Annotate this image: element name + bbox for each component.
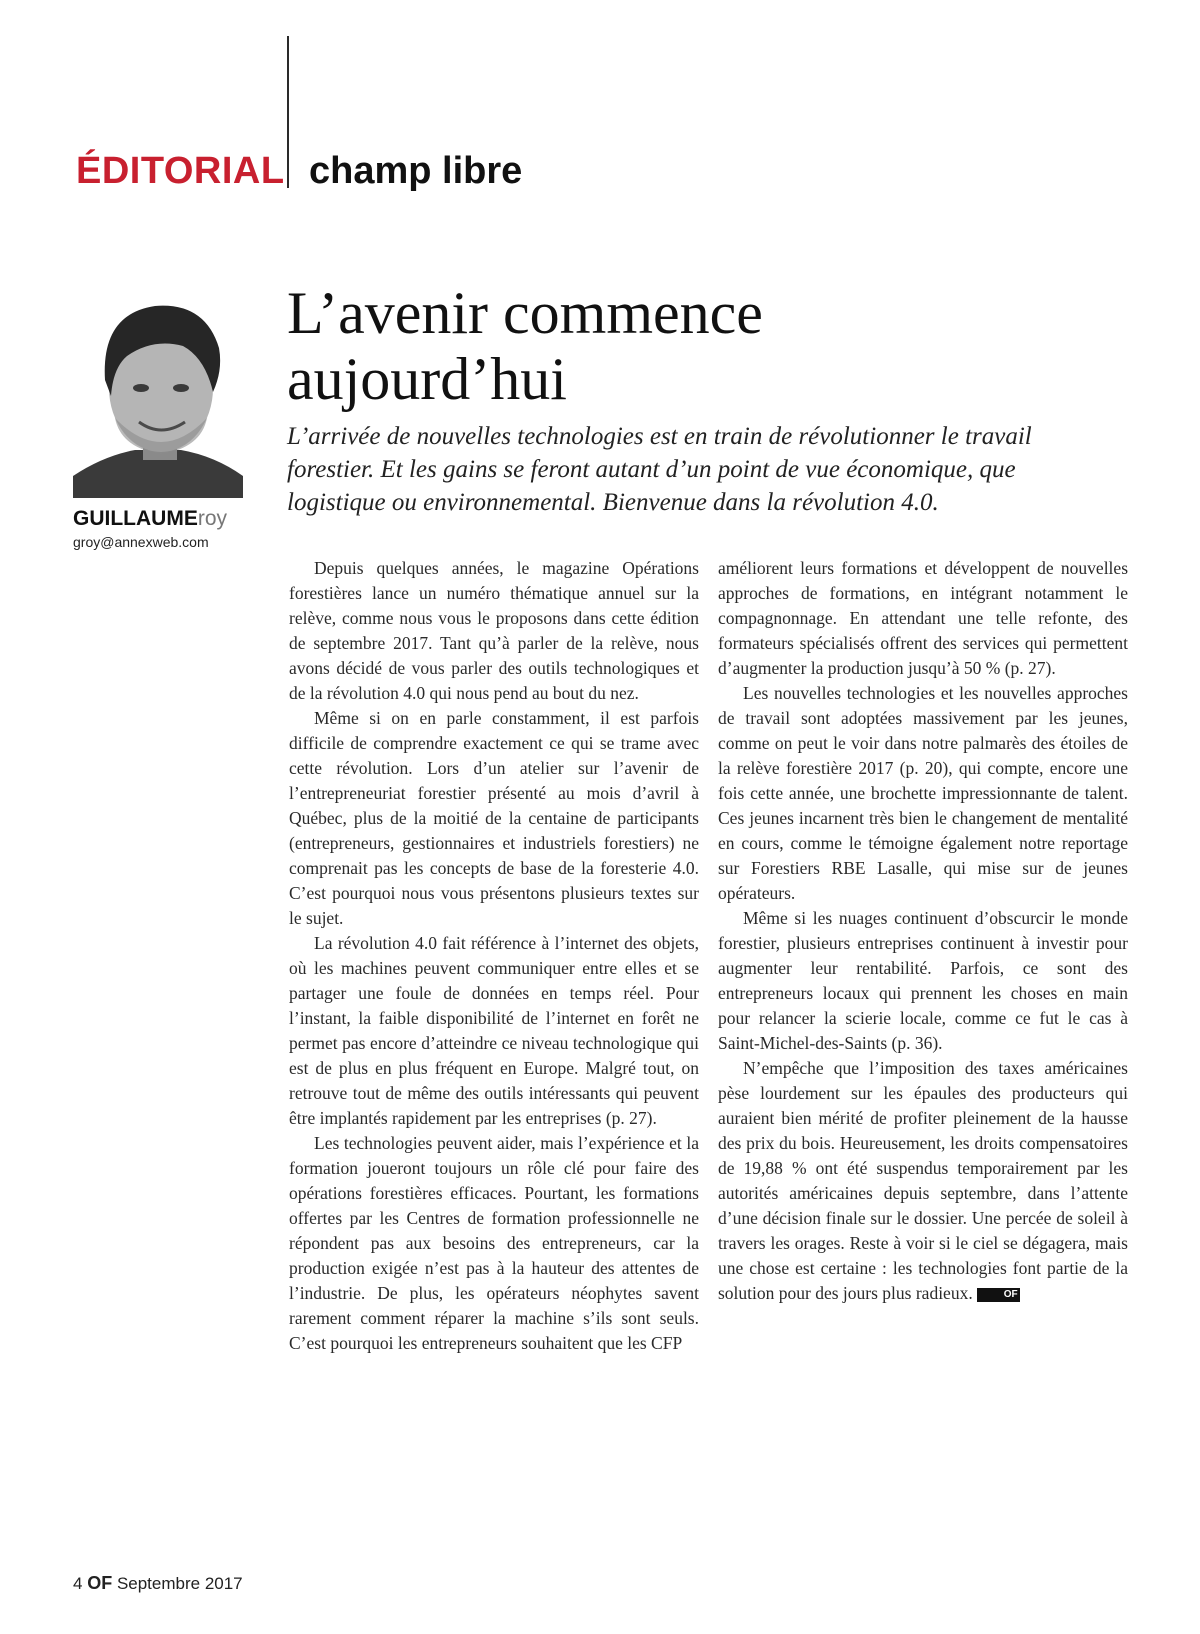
paragraph: Même si les nuages continuent d’obscurcir le monde forestier, plusieurs entreprises continuent à investir pour augmenter leur rentabilité. Parfois, ce sont des entrepreneurs locaux qui prennent les choses en main pour relancer la scierie locale, comme ce fut le cas à Saint-Michel-des-Saints (p. 36). [718, 908, 1128, 1053]
paragraph: améliorent leurs formations et développent de nouvelles approches de formations, en intégrant notamment le compagnonnage. En attendant une telle refonte, des formateurs spécialisés offrent des services qui permettent d’augmenter la production jusqu’à 50 % (p. 27). [718, 558, 1128, 678]
author-last-name: roy [197, 507, 228, 530]
page-number: 4 [73, 1574, 83, 1593]
header-divider [287, 36, 289, 188]
paragraph-last [718, 1056, 1128, 1306]
title-line-1: L’avenir commence [287, 280, 763, 346]
author-email[interactable]: groy@annexweb.com [73, 534, 209, 550]
body-column-1 [289, 556, 699, 1356]
body-column-2 [718, 556, 1128, 1306]
paragraph: Les technologies peuvent aider, mais l’expérience et la formation joueront toujours un rôle clé pour faire des opérations forestières efficaces. Pourtant, les formations offertes par les Centres de formation professionnelle ne répondent pas aux besoins des entrepreneurs, car la production exigée n’est pas à la hauteur des attentes de l’industrie. De plus, les opérateurs néophytes savent rarement comment réparer la machine s’ils sont seuls. C’est pourquoi les entrepreneurs souhaitent que les CFP [289, 1133, 699, 1353]
title-line-2: aujourd’hui [287, 346, 567, 412]
section-label: ÉDITORIAL [76, 150, 285, 192]
subsection-label: champ libre [309, 150, 523, 192]
paragraph: Depuis quelques années, le magazine Opérations forestières lance un numéro thématique annuel sur la relève, comme nous vous le proposons dans cette édition de septembre 2017. Tant qu’à parler de la relève, nous avons décidé de vous parler des outils technologiques et de la révolution 4.0 qui nous pend au bout du nez. [289, 558, 699, 703]
author-name [73, 507, 227, 531]
magazine-name: OF [87, 1573, 113, 1593]
paragraph: La révolution 4.0 fait référence à l’internet des objets, où les machines peuvent communiquer entre elles et se partager une foule de données en temps réel. Pour l’instant, la faible disponibilité de l’internet en forêt ne permet pas encore d’atteindre ce niveau technologique qui est de plus en plus fréquent en Europe. Malgré tout, on retrouve tout de même des outils intéressants qui peuvent être implantés rapidement par les entreprises (p. 27). [289, 933, 699, 1128]
paragraph: Même si on en parle constamment, il est parfois difficile de comprendre exactement ce qui se trame avec cette révolution. Lors d’un atelier sur l’avenir de l’entrepreneuriat forestier présenté au mois d’avril à Québec, plus de la moitié de la centaine de participants (entrepreneurs, gestionnaires et industriels forestiers) ne comprenait pas les concepts de base de la foresterie 4.0. C’est pourquoi nous vous présentons plusieurs textes sur le sujet. [289, 708, 699, 928]
paragraph: Les nouvelles technologies et les nouvelles approches de travail sont adoptées massivement par les jeunes, comme on peut le voir dans notre palmarès des étoiles de la relève forestière 2017 (p. 20), qui compte, encore une fois cette année, une brochette impressionnante de talent. Ces jeunes incarnent très bien le changement de mentalité en cours, comme le témoigne également notre reportage sur Forestiers RBE Lasalle, qui mise sur de jeunes opérateurs. [718, 683, 1128, 903]
paragraph-text: N’empêche que l’imposition des taxes américaines pèse lourdement sur les épaules des producteurs qui auraient bien mérité de profiter pleinement de la hausse des prix du bois. Heureusement, les droits compensatoires de 19,88 % ont été suspendus temporairement par les autorités américaines depuis septembre, dans l’attente d’une décision finale sur le dossier. Une percée de soleil à travers les orages. Reste à voir si le ciel se dégagera, mais une chose est certaine : les technologies font partie de la solution pour des jours plus radieux. [718, 1058, 1128, 1303]
page-footer [73, 1573, 243, 1594]
author-first-name: GUILLAUME [73, 507, 198, 530]
article-lede: L’arrivée de nouvelles technologies est en train de révolutionner le travail forestier. Et les gains se feront autant d’un point de vue économique, que logistique ou environnemental. Bienvenue dans la révolution 4.0. [287, 423, 1032, 516]
author-photo [73, 288, 243, 498]
article-title [287, 280, 763, 412]
end-mark-icon: OF [977, 1288, 1020, 1302]
issue-date: Septembre 2017 [116, 1574, 243, 1593]
